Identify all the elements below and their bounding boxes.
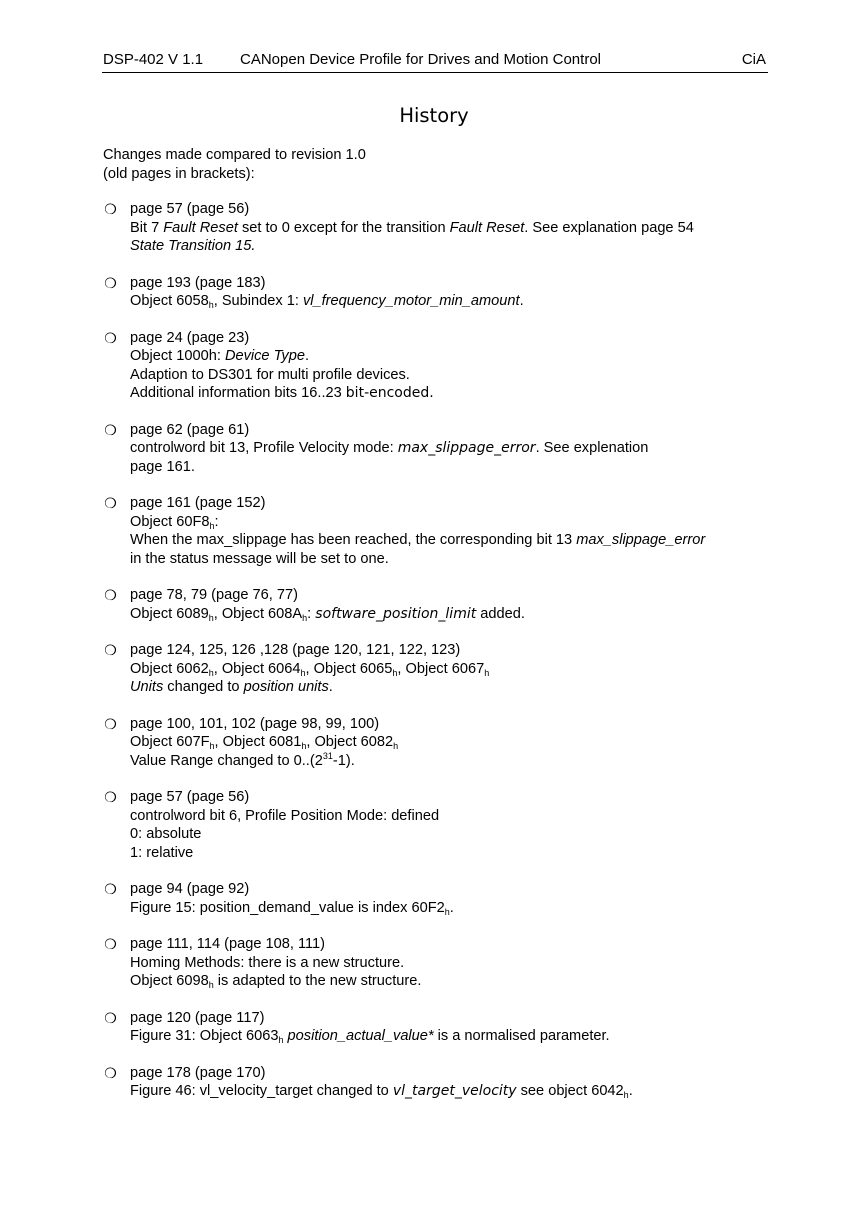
change-description: Value Range changed to $0..(2^{31}-1)$. [130, 750, 355, 769]
change-description: Figure 46: vl_velocity_target changed to vl_target_velocity see object $6042_h$. [130, 1083, 633, 1100]
document-title: CANopen Device Profile for Drives and Motion Control [240, 51, 601, 68]
change-description: Object $6058_h$, Subindex 1: vl_frequency_motor_min_amount. [130, 293, 524, 310]
page-reference: page 120 (page 117) [130, 1009, 265, 1026]
change-description: 0: absolute [130, 826, 202, 842]
bullet-circle-icon: ❍ [104, 789, 117, 805]
page-reference: page 24 (page 23) [130, 329, 250, 346]
bullet-circle-icon: ❍ [104, 587, 117, 603]
intro-text [103, 146, 366, 183]
change-description: Additional information bits 16..23 bit-encoded. [130, 385, 434, 401]
bullet-circle-icon: ❍ [104, 881, 117, 897]
page-title: History [399, 104, 469, 127]
page-reference: page 100, 101, 102 (page 98, 99, 100) [130, 715, 380, 732]
intro-line: Changes made compared to revision 1.0 [103, 147, 366, 163]
change-description: 1: relative [130, 844, 194, 861]
change-description: Adaption to DS301 for multi profile devices. [130, 366, 410, 383]
page-reference: page 111, 114 (page 108, 111) [130, 936, 326, 952]
bullet-circle-icon: ❍ [104, 936, 117, 952]
change-description: State Transition 15. [130, 238, 256, 254]
list-item [103, 586, 773, 623]
list-item [103, 641, 773, 697]
list-item [103, 200, 773, 256]
change-description: in the status message will be set to one. [130, 550, 389, 567]
list-item [103, 421, 773, 477]
document-id: DSP-402 V 1.1 [103, 51, 204, 68]
bullet-circle-icon: ❍ [104, 1064, 117, 1081]
list-item [103, 494, 773, 568]
list-item [103, 1064, 773, 1101]
page-reference: page 161 (page 152) [130, 495, 266, 511]
list-item [103, 788, 773, 862]
list-item [103, 715, 773, 771]
change-description: When the max_slippage has been reached, the corresponding bit 13 max_slippage_error [130, 532, 706, 548]
change-description: Bit 7 Fault Reset set to 0 except for the transition Fault Reset. See explanation page 54 [130, 219, 694, 236]
page-reference: page 94 (page 92) [130, 881, 250, 897]
bullet-circle-icon: ❍ [104, 201, 117, 217]
publisher: CiA [741, 51, 766, 68]
bullet-circle-icon: ❍ [104, 1009, 117, 1026]
page-reference: page 57 (page 56) [130, 201, 250, 217]
change-description: Object $60F8_h$: [130, 513, 219, 531]
change-description: controlword bit 6, Profile Position Mode: defined [130, 807, 440, 824]
change-description: Object $607F_h$, Object $6081_h$, Object $6082_h$ [130, 734, 399, 751]
bullet-circle-icon: ❍ [104, 495, 117, 511]
change-description: Object $6062_h$, Object $6064_h$, Object $6065_h$, Object $6067_h$ [130, 660, 490, 678]
change-description: Units changed to position units. [130, 679, 333, 695]
list-item [103, 1009, 773, 1046]
intro-line: (old pages in brackets): [103, 165, 255, 182]
bullet-circle-icon: ❍ [104, 642, 117, 658]
page-reference: page 78, 79 (page 76, 77) [130, 587, 298, 603]
change-description: page 161. [130, 458, 195, 475]
change-description: Object $6098_h$ is adapted to the new structure. [130, 973, 422, 990]
bullet-circle-icon: ❍ [104, 329, 117, 346]
change-description: Figure 31: Object $6063_h$ position_actual_value* is a normalised parameter. [130, 1028, 610, 1045]
change-description: Homing Methods: there is a new structure. [130, 954, 405, 971]
change-description: controlword bit 13, Profile Velocity mode: max_slippage_error. See explenation [130, 440, 649, 456]
page-reference: page 178 (page 170) [130, 1064, 266, 1081]
change-description: Object 1000h: Device Type. [130, 348, 310, 364]
change-list [103, 200, 773, 1119]
page-reference: page 62 (page 61) [130, 421, 250, 438]
page-reference: page 57 (page 56) [130, 789, 250, 805]
change-description: Object $6089_h$, Object $608A_h$: software_position_limit added. [130, 605, 525, 623]
list-item [103, 880, 773, 917]
page-reference: page 124, 125, 126 ,128 (page 120, 121, 122, 123) [130, 642, 461, 658]
list-item [103, 329, 773, 403]
page-header [102, 50, 768, 73]
page-reference: page 193 (page 183) [130, 274, 266, 291]
bullet-circle-icon: ❍ [104, 274, 117, 291]
bullet-circle-icon: ❍ [104, 715, 117, 732]
list-item [103, 274, 773, 311]
bullet-circle-icon: ❍ [104, 421, 117, 438]
change-description: Figure 15: position_demand_value is index $60F2_h$. [130, 899, 454, 917]
list-item [103, 935, 773, 991]
